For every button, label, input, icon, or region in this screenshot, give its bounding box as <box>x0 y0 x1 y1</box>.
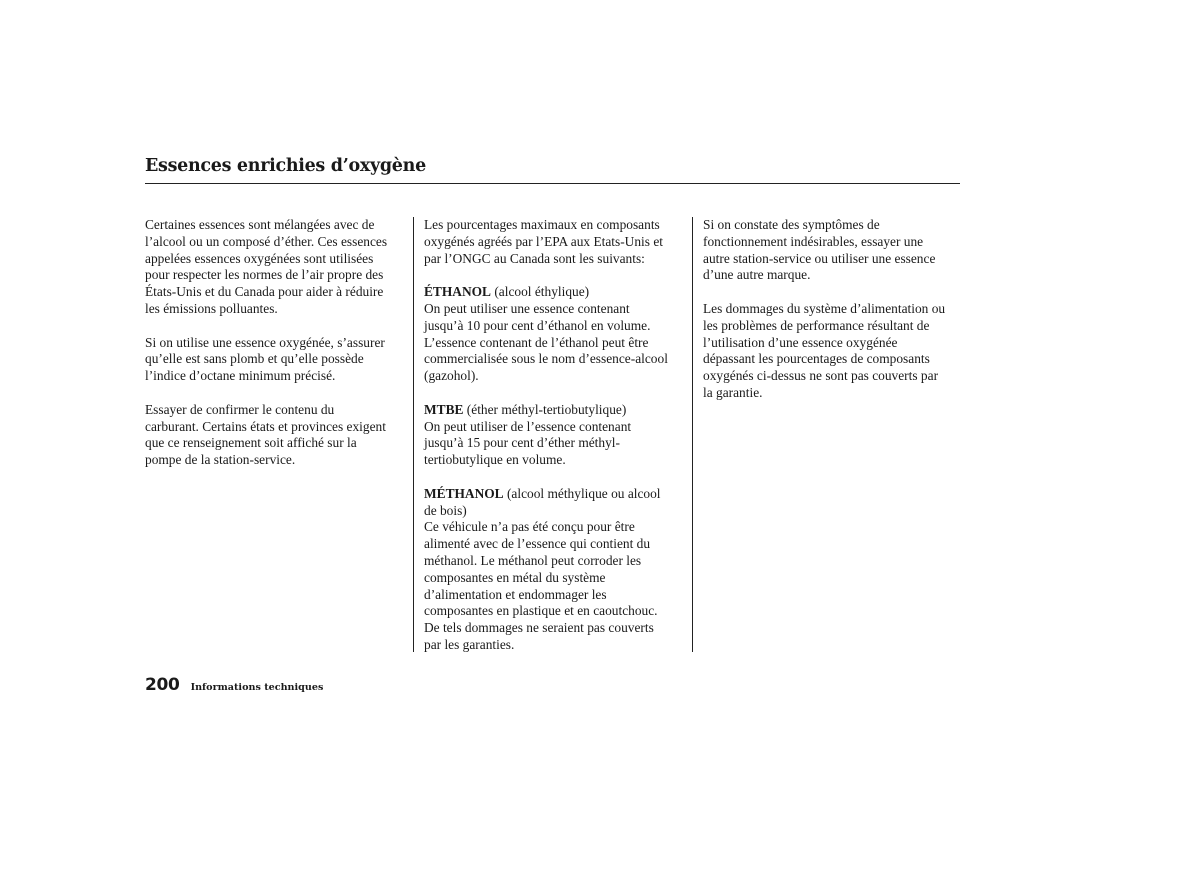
text-line: que ce renseignement soit affiché sur la <box>145 435 357 451</box>
text-line: jusqu’à 10 pour cent d’éthanol en volume. <box>424 317 651 333</box>
text-line: oxygénés ci-dessus ne sont pas couverts par <box>703 368 939 384</box>
text-line: Les pourcentages maximaux en composants <box>424 217 660 232</box>
text-line: d’alimentation et endommager les <box>424 586 607 602</box>
text-column-3 <box>703 217 965 419</box>
term-heading <box>424 402 686 419</box>
page-footer <box>145 675 323 695</box>
text-line: Si on constate des symptômes de <box>703 217 880 232</box>
text-line: Essayer de confirmer le contenu du <box>145 401 335 417</box>
text-line: composantes en métal du système <box>424 569 606 585</box>
page-title: Essences enrichies d’oxygène <box>145 156 426 176</box>
text-line: les problèmes de performance résultant de <box>703 317 930 333</box>
term-heading <box>424 486 686 503</box>
text-line: méthanol. Le méthanol peut corroder les <box>424 552 642 568</box>
text-line: de bois) <box>424 502 467 518</box>
text-line: commercialisée sous le nom d’essence-alcool <box>424 351 668 367</box>
text-line: On peut utiliser une essence contenant <box>424 300 630 316</box>
term-description: (alcool méthylique ou alcool <box>503 485 661 501</box>
paragraph <box>424 402 686 469</box>
paragraph <box>145 335 407 385</box>
term-label: MTBE <box>424 401 464 417</box>
text-column-2 <box>424 217 686 671</box>
paragraph <box>424 284 686 385</box>
text-line: Si on utilise une essence oxygénée, s’assurer <box>145 334 385 350</box>
term-description: (éther méthyl-tertiobutylique) <box>463 401 627 417</box>
text-line: tertiobutylique en volume. <box>424 452 566 468</box>
text-line: les émissions polluantes. <box>145 300 278 316</box>
text-line: (gazohol). <box>424 368 479 384</box>
title-divider <box>145 183 960 184</box>
term-label: ÉTHANOL <box>424 284 491 300</box>
text-line: De tels dommages ne seraient pas couverts <box>424 620 654 636</box>
term-label: MÉTHANOL <box>424 485 504 501</box>
text-line: L’essence contenant de l’éthanol peut être <box>424 334 649 350</box>
text-line: par l’ONGC au Canada sont les suivants: <box>424 250 645 266</box>
paragraph <box>424 217 686 267</box>
text-line: composantes en plastique et en caoutchouc. <box>424 603 658 619</box>
text-line: carburant. Certains états et provinces exigent <box>145 418 386 434</box>
text-line: l’indice d’octane minimum précisé. <box>145 368 336 384</box>
text-line: Ce véhicule n’a pas été conçu pour être <box>424 519 635 535</box>
text-line: d’une autre marque. <box>703 267 811 283</box>
section-name: Informations techniques <box>190 682 324 693</box>
text-line: On peut utiliser de l’essence contenant <box>424 418 632 434</box>
text-line: appelées essences oxygénées sont utilisées <box>145 250 374 266</box>
text-column-1 <box>145 217 407 486</box>
paragraph <box>145 402 407 469</box>
text-line: autre station-service ou utiliser une essence <box>703 250 936 266</box>
text-line: la garantie. <box>703 384 763 400</box>
text-line: pour respecter les normes de l’air propre des <box>145 267 384 283</box>
text-line: jusqu’à 15 pour cent d’éther méthyl- <box>424 435 620 451</box>
text-line: dépassant les pourcentages de composants <box>703 351 930 367</box>
term-description: (alcool éthylique) <box>490 284 590 300</box>
text-line: alimenté avec de l’essence qui contient du <box>424 536 651 552</box>
paragraph <box>145 217 407 318</box>
column-divider-1 <box>413 217 414 652</box>
term-heading <box>424 284 686 301</box>
text-line: qu’elle est sans plomb et qu’elle possède <box>145 351 364 367</box>
text-line: oxygénés agréés par l’EPA aux Etats-Unis et <box>424 233 663 249</box>
text-line: Certaines essences sont mélangées avec de <box>145 217 375 232</box>
text-line: l’alcool ou un composé d’éther. Ces essences <box>145 233 388 249</box>
page-number: 200 <box>145 675 180 695</box>
text-line: États-Unis et du Canada pour aider à réduire <box>145 284 384 300</box>
column-divider-2 <box>692 217 693 652</box>
paragraph <box>703 301 965 402</box>
paragraph <box>424 486 686 654</box>
text-line: pompe de la station-service. <box>145 452 296 468</box>
text-line: fonctionnement indésirables, essayer une <box>703 233 924 249</box>
text-line: l’utilisation d’une essence oxygénée <box>703 334 898 350</box>
text-line: par les garanties. <box>424 636 515 652</box>
text-line: Les dommages du système d’alimentation ou <box>703 300 946 316</box>
paragraph <box>703 217 965 284</box>
